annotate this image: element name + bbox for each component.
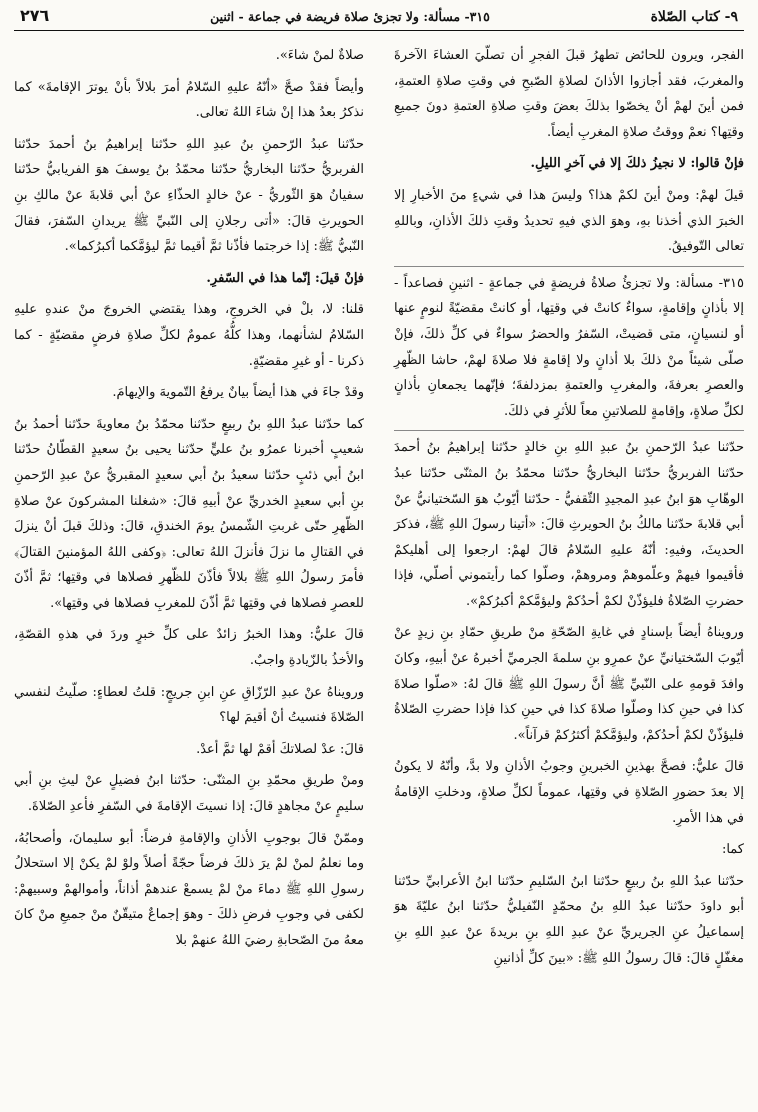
paragraph: قالَ عليٌّ: وهذا الخبرُ زائدٌ على كلِّ خبرٍ وردَ في هذهِ القصّةِ، والأخذُ بالزّيادةِ واجبٌ.: [14, 627, 364, 669]
paragraph: فإنْ قيلَ: إنّما هذا في السّفرِ.: [206, 270, 364, 286]
paragraph: حدّثنا عبدُ الرّحمنِ بنُ عبدِ اللهِ بنِ خالدٍ حدّثنا إبراهيمُ بنُ أحمدَ حدّثنا الفربريُّ حدّثنا البخاريُّ حدّثنا محمّدُ بنُ المثنّى حدّثنا عبدُ الوهّابِ هوَ ابنُ عبدِ المجيدِ الثّقفيُّ - حدّثنا أيّوبُ هوَ السّختيانيُّ عنْ أبي قلابةَ حدّثنا مالكُ بنُ الحويرثِ قالَ: «أتينا رسولَ اللهِ ﷺ، فذكرَ الحديثَ، وفيهِ: أنّهُ عليهِ السّلامُ قالَ لهمْ: ارجعوا إلى أهليكمْ فأقيموا فيهمْ وعلّموهمْ ومروهمْ، وصلّوا كما رأيتموني أصلّي، فإذا حضرتِ الصّلاةُ فليؤذّنْ لكمْ أحدُكمْ وليؤمَّكمْ أكبرُكمْ».: [394, 440, 744, 609]
paragraph: قلنا: لا، بلْ في الخروجِ، وهذا يقتضي الخروجَ منْ عندهِ عليهِ السّلامُ لشأنهما، وهذا كلُّهُ عمومٌ لكلِّ صلاةِ فرضٍ مقضيّةٍ - كما ذكرنا - أو غيرِ مقضيّةٍ.: [14, 302, 364, 369]
running-title: ٣١٥- مسألة: ولا تجزئ صلاة فريضة في جماعة - اثنين: [210, 9, 490, 24]
paragraph: وأيضاً فقدْ صحَّ «أنّهُ عليهِ السّلامُ أمرَ بلالاً بأنْ يوترَ الإقامةَ» كما نذكرُ بعدُ هذا إنْ شاءَ اللهُ تعالى.: [14, 79, 364, 121]
section-heading-paragraph: ٣١٥- مسألة: ولا تجزئُ صلاةُ فريضةٍ في جماعةٍ - اثنينِ فصاعداً - إلا بأذانٍ وإقامةٍ، سواءٌ كانتْ في وقتِها، أو كانتْ مقضيّةً لنومٍ عنها أو لنسيانٍ، متى قضيتْ، السّفرُ والحضرُ سواءٌ في كلِّ ذلكَ، فإنْ صلّى شيئاً منْ ذلكَ بلا أذانٍ ولا إقامةٍ فلا صلاةَ لهمْ، حاشا الظّهرِ والعصرِ بعرفةَ، والمغربِ والعتمةِ بمزدلفةَ؛ فإنّهما يجمعانِ بأذانٍ لكلِّ صلاةٍ، وإقامةٍ للصلاتينِ معاً للأثرِ في ذلكَ.: [394, 275, 744, 419]
page-number: ٢٧٦: [20, 6, 50, 25]
paragraph: حدّثنا عبدُ الرّحمنِ بنُ عبدِ اللهِ حدّثنا إبراهيمُ بنُ أحمدَ حدّثنا الفربريُّ حدّثنا البخاريُّ حدّثنا محمّدُ بنُ يوسفَ هوَ الفريابيُّ حدّثنا سفيانُ هوَ الثّوريُّ - عنْ خالدٍ الحذّاءِ عنْ أبي قلابةَ عنْ مالكِ بنِ الحويرثِ قالَ: «أتى رجلانِ إلى النّبيِّ ﷺ يريدانِ السّفرَ، فقالَ النّبيُّ ﷺ: إذا خرجتما فأذّنا ثمَّ أقيما ثمَّ ليؤمَّكما أكبرُكما».: [14, 136, 364, 255]
paragraph: قالَ: عدْ لصلاتكَ أقمْ لها ثمَّ أعدْ.: [196, 741, 364, 757]
paragraph: صلاةٌ لمنْ شاءَ».: [275, 48, 364, 63]
paragraph: وممّنْ قالَ بوجوبِ الأذانِ والإقامةِ فرضاً: أبو سليمانَ، وأصحابُهُ، وما نعلمُ لمنْ لمْ يرَ ذلكَ فرضاً حجّةً أصلاً ولوْ لمْ يكنْ إلا استحلالُ رسولِ اللهِ ﷺ دماءَ منْ لمْ يسمعْ عندهمْ أذاناً، وأموالهمْ وسبيهمْ: لكفى في وجوبِ فرضِ ذلكَ - وهوَ إجماعٌ متيقّنٌ منْ جميعِ منْ كانَ معهُ منَ الصّحابةِ رضيَ اللهُ عنهمْ بلا: [14, 830, 364, 948]
right-column: [394, 43, 744, 977]
paragraph: الفجر، ويرون للحائض تطهرُ قبلَ الفجرِ أن تصلّيَ العشاءَ الآخرةَ والمغربَ، فقد أجازوا الأذانَ لصلاةِ الصّبحِ في وقتِ صلاةِ العتمةِ، فمن أينَ لهمْ أنْ يخصّوا بذلكَ بعضَ وقتِ صلاةِ العتمةِ دونَ جميعِ وقتِها؟ نعمْ ووقتُ صلاةِ المغربِ أيضاً.: [394, 48, 744, 140]
paragraph: كما:: [721, 842, 744, 858]
paragraph: قيلَ لهمْ: ومنْ أينَ لكمْ هذا؟ وليسَ هذا في شيءٍ منَ الأخبارِ إلا الخبرَ الذي أخذنا بهِ، وهوَ الذي فيهِ تحديدُ وقتِ ذلكَ الأذانِ، وباللهِ تعالى التّوفيقُ.: [394, 187, 744, 255]
chapter-title: ٩- كتاب الصّلاة: [650, 9, 738, 25]
paragraph: ورويناهُ أيضاً بإسنادٍ في غايةِ الصّحّةِ منْ طريقِ حمّادِ بنِ زيدٍ عنْ أيّوبَ السّختيانيِّ عنْ عمرِو بنِ سلمةَ الجرميِّ أخبرهُ عنْ أبيهِ، وكانَ وافدَ قومهِ على النّبيِّ ﷺ أنَّ رسولَ اللهِ ﷺ قالَ لهُ: «صلّوا صلاةَ كذا في حينِ كذا وصلّوا صلاةَ كذا في حينِ كذا فإذا حضرتِ الصّلاةُ فليؤذّنْ لكمْ أحدُكمْ، وليؤمَّكمْ أكثرُكمْ قرآناً».: [394, 625, 744, 743]
paragraph: وقدْ جاءَ في هذا أيضاً بيانٌ يرفعُ التّمويهَ والإيهامَ.: [112, 385, 364, 401]
paragraph: ومنْ طريقِ محمّدِ بنِ المثنّى: حدّثنا ابنُ فضيلٍ عنْ ليثِ بنِ أبي سليمٍ عنْ مجاهدٍ قالَ: إذا نسيتَ الإقامةَ في السّفرِ فأعدِ الصّلاةَ.: [14, 773, 364, 815]
paragraph: كما حدّثنا عبدُ اللهِ بنُ ربيعٍ حدّثنا محمّدُ بنُ معاويةَ حدّثنا أحمدُ بنُ شعيبٍ أخبرنا عمرُو بنُ عليٍّ حدّثنا يحيى بنُ سعيدٍ القطّانُ حدّثنا ابنُ أبي ذئبٍ حدّثنا سعيدُ بنُ أبي سعيدٍ المقبريُّ عنْ عبدِ الرّحمنِ بنِ أبي سعيدٍ الخدريِّ عنْ أبيهِ قالَ: «شغلنا المشركونَ عنْ صلاةِ الظّهرِ حتّى غربتِ الشّمسُ يومَ الخندقِ، قالَ: وذلكَ قبلَ أنْ ينزلَ في القتالِ ما نزلَ فأنزلَ اللهُ تعالى: ﴿وكفى اللهُ المؤمنينَ القتالَ﴾ فأمرَ رسولُ اللهِ ﷺ بلالاً فأذّنَ للظّهرِ فصلاها في وقتِها؛ ثمَّ أذّنَ للعصرِ فصلاها في وقتِها ثمَّ أذّنَ للمغربِ فصلاها في وقتِها».: [14, 416, 364, 611]
paragraph: ورويناهُ عنْ عبدِ الرّزّاقِ عنِ ابنِ جريجٍ: قلتُ لعطاءٍ: صلّيتُ لنفسي الصّلاةَ فنسيتُ أنْ أقيمَ لها؟: [14, 684, 364, 726]
paragraph: حدّثنا عبدُ اللهِ بنُ ربيعٍ حدّثنا ابنُ السّليمِ حدّثنا ابنُ الأعرابيِّ حدّثنا أبو داودَ حدّثنا عبدُ اللهِ بنُ محمّدٍ النّفيليُّ حدّثنا ابنُ عليّةَ هوَ إسماعيلُ عنِ الجريريِّ عنْ عبدِ اللهِ بنِ بريدةَ عنْ عبدِ اللهِ بنِ مغفّلٍ قالَ: قالَ رسولُ اللهِ ﷺ: «بينَ كلِّ أذانينِ: [394, 873, 744, 966]
page-header: [14, 6, 744, 31]
left-column: [14, 43, 364, 977]
paragraph: فإنْ قالوا: لا نجيزُ ذلكَ إلا في آخرِ الليلِ.: [530, 156, 744, 172]
paragraph: قالَ عليٌّ: فصحَّ بهذينِ الخبرينِ وجوبُ الأذانِ ولا بدَّ، وأنّهُ لا يكونُ إلا بعدَ حضورِ الصّلاةِ في وقتِها، عموماً لكلِّ صلاةٍ، ودخلتِ الإقامةُ في هذا الأمرِ.: [394, 759, 744, 826]
section-divider: [394, 430, 744, 431]
section-divider: [394, 266, 744, 267]
text-columns: [14, 43, 744, 977]
